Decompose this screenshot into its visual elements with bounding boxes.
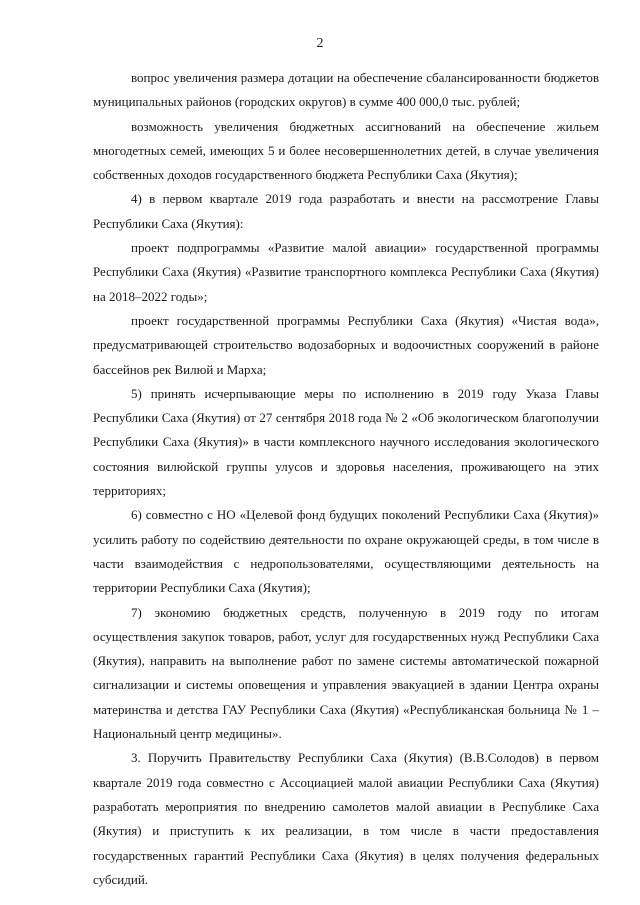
paragraph-item-5: 5) принять исчерпывающие меры по исполнению в 2019 году Указа Главы Республики Саха (Якутия) от 27 сентября 2018 года № 2 «Об экологическом благополучии Республики Саха (Якутия)» в части комплексного научного исследования экологического состояния вилюйской группы улусов и здоровья населения, проживающего на этих территориях; bbox=[93, 385, 599, 499]
paragraph-aviation-subprogram: проект подпрограммы «Развитие малой авиации» государственной программы Республики Саха (Якутия) «Развитие транспортного комплекса Республики Саха (Якутия) на 2018–2022 годы»; bbox=[93, 240, 599, 304]
paragraph-housing-budget: возможность увеличения бюджетных ассигнований на обеспечение жильем многодетных семей, имеющих 5 и более несовершеннолетних детей, в случае увеличения собственных доходов государственного бюджета Республики Саха (Якутия); bbox=[93, 118, 599, 183]
paragraph-item-7: 7) экономию бюджетных средств, полученную в 2019 году по итогам осуществления закупок товаров, работ, услуг для государственных нужд Республики Саха (Якутия), направить на выполнение работ по замене системы автоматической пожарной сигнализации и системы оповещения и управления эвакуацией в здании Центра охраны материнства и детства ГАУ Республики Саха (Якутия) «Республиканская больница № 1 – Национальный центр медицины». bbox=[93, 604, 599, 742]
paragraph-item-6: 6) совместно с НО «Целевой фонд будущих поколений Республики Саха (Якутия)» усилить работу по содействию деятельности по охране окружающей среды, в том числе в части взаимодействия с недропользователями, осуществляющими деятельность на территории Республики Саха (Якутия); bbox=[93, 507, 599, 596]
page-number: 2 bbox=[316, 36, 324, 51]
paragraph-item-4: 4) в первом квартале 2019 года разработать и внести на рассмотрение Главы Республики Саха (Якутия): bbox=[93, 191, 599, 231]
paragraph-clean-water-program: проект государственной программы Республики Саха (Якутия) «Чистая вода», предусматривающей строительство водозаборных и водоочистных сооружений в районе бассейнов рек Вилюй и Марха; bbox=[93, 312, 599, 377]
paragraph-section-3: 3. Поручить Правительству Республики Саха (Якутия) (В.В.Солодов) в первом квартале 2019 года совместно с Ассоциацией малой авиации Республики Саха (Якутия) разработать мероприятия по внедрению самолетов малой авиации в Республике Саха (Якутия) и приступить к их реализации, в том числе в части предоставления государственных гарантий Республики Саха (Якутия) в целях получения федеральных субсидий. bbox=[93, 750, 599, 887]
document-body bbox=[93, 66, 599, 892]
paragraph-subsidy-question: вопрос увеличения размера дотации на обеспечение сбалансированности бюджетов муниципальных районов (городских округов) в сумме 400 000,0 тыс. рублей; bbox=[93, 70, 599, 110]
